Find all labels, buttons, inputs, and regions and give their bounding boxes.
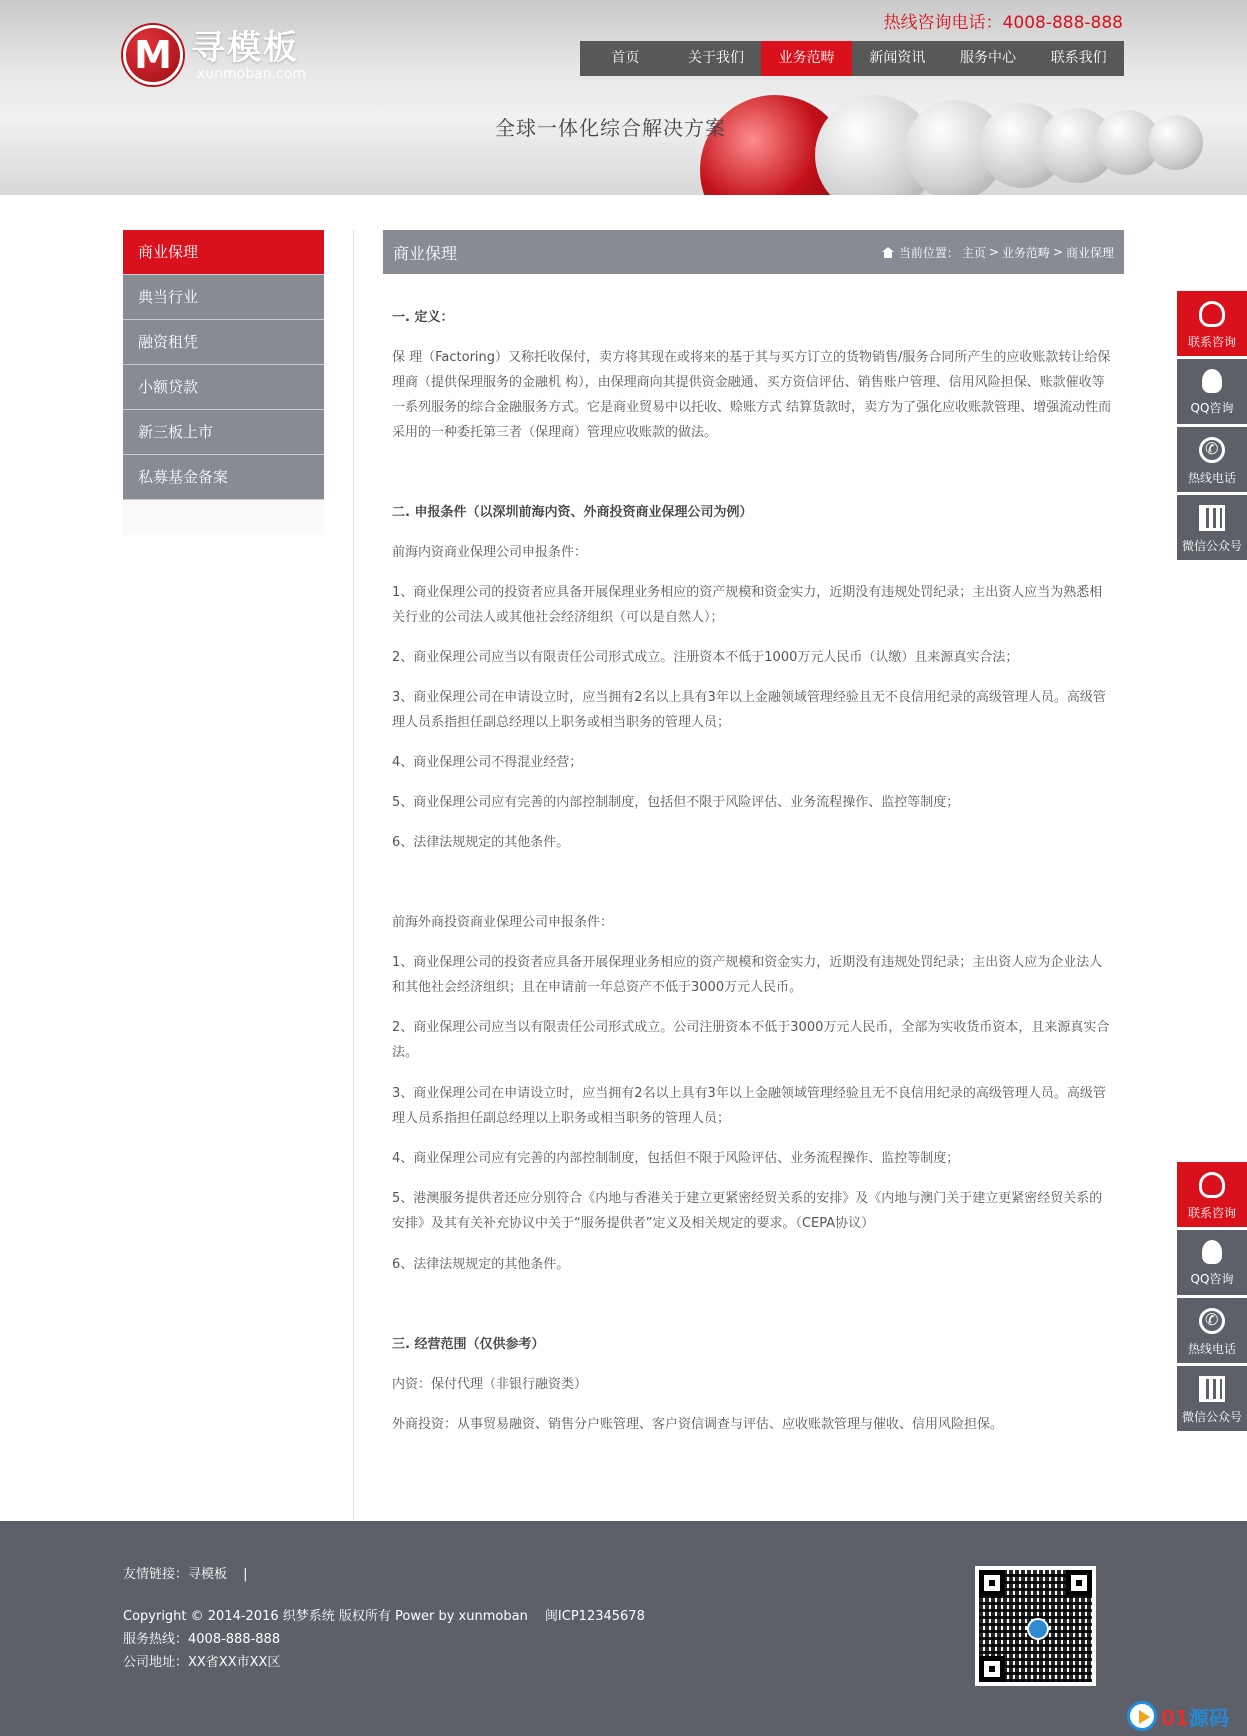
- breadcrumb-sep: >: [1052, 245, 1063, 259]
- home-icon: [882, 247, 894, 258]
- friend-link[interactable]: 友情链接：寻模板: [123, 1567, 228, 1582]
- article-paragraph: 1、商业保理公司的投资者应具备开展保理业务相应的资产规模和资金实力，近期没有违规处罚纪录；主出资人应当为熟悉相关行业的公司法人或其他社会经济组织（可以是自然人）；: [392, 585, 1103, 625]
- float-tools-lower: [1177, 1162, 1247, 1434]
- qq-icon: [1202, 369, 1222, 393]
- phone-icon: [1199, 1308, 1225, 1334]
- sidebar-item-factoring[interactable]: 商业保理: [123, 230, 324, 275]
- tool-qq[interactable]: [1177, 1230, 1247, 1298]
- article-paragraph: 保 理（Factoring）又称托收保付，卖方将其现在或将来的基于其与买方订立的货物销售/服务合同所产生的应收账款转让给保理商（提供保理服务的金融机 构），由保理商向其提供资金融通、买方资信评估、销售账户管理、信用风险担保、账款催收等一系列服务的综合金融服务方式。它是商业贸易中以托收、赊账方式 结算货款时，卖方为了强化应收账款管理、增强流动性而采用的一种委托第三者（保理商）管理应收账款的做法。: [392, 350, 1112, 440]
- nav-item-about[interactable]: 关于我们: [688, 50, 744, 66]
- sidebar-item-neeq[interactable]: 新三板上市: [123, 410, 324, 455]
- main-nav: [580, 41, 1124, 76]
- headset-icon: [1199, 301, 1225, 327]
- section-heading: 三. 经营范围（仅供参考）: [392, 1337, 545, 1352]
- tool-label: 联系咨询: [1187, 1206, 1236, 1220]
- tool-label: 微信公众号: [1181, 539, 1242, 553]
- breadcrumb-current[interactable]: 商业保理: [1065, 245, 1114, 260]
- article-paragraph: 前海外商投资商业保理公司申报条件：: [392, 915, 614, 930]
- qr-finder: [1066, 1570, 1092, 1596]
- article-paragraph: 6、法律法规规定的其他条件。: [392, 1257, 570, 1272]
- breadcrumb-sep: >: [988, 245, 999, 259]
- tool-label: QQ咨询: [1190, 401, 1234, 415]
- logo-mark: M: [123, 25, 183, 85]
- breadcrumb-prefix: 当前位置：: [898, 245, 959, 260]
- tool-label: 热线电话: [1187, 1342, 1236, 1356]
- content-header: [383, 230, 1124, 274]
- friend-link-sep: |: [243, 1567, 248, 1582]
- section-heading: 二. 申报条件（以深圳前海内资、外商投资商业保理公司为例）: [392, 505, 753, 520]
- qr-finder: [979, 1656, 1005, 1682]
- nav-item-business[interactable]: 业务范畴: [761, 41, 852, 76]
- qq-icon: [1202, 1240, 1222, 1264]
- article-paragraph: 4、商业保理公司应有完善的内部控制制度，包括但不限于风险评估、业务流程操作、监控等制度；: [392, 1151, 960, 1166]
- site-logo[interactable]: [123, 25, 306, 85]
- tool-wechat[interactable]: [1177, 495, 1247, 563]
- tool-hotline[interactable]: [1177, 427, 1247, 495]
- nav-item-service[interactable]: 服务中心: [960, 50, 1017, 66]
- article-paragraph: 3、商业保理公司在申请设立时，应当拥有2名以上具有3年以上金融领域管理经验且无不良信用纪录的高级管理人员。高级管理人员系指担任副总经理以上职务或相当职务的管理人员；: [392, 690, 1106, 730]
- article-paragraph: 2、商业保理公司应当以有限责任公司形式成立。注册资本不低于1000万元人民币（认缴）且来源真实合法；: [392, 650, 1019, 665]
- tool-label: QQ咨询: [1190, 1272, 1234, 1286]
- headset-icon: [1199, 1172, 1225, 1198]
- header-hotline: 热线咨询电话：4008-888-888: [883, 13, 1123, 33]
- tool-label: 热线电话: [1187, 471, 1236, 485]
- wechat-qrcode: [975, 1566, 1096, 1686]
- breadcrumb-business[interactable]: 业务范畴: [1001, 245, 1050, 260]
- article-paragraph: 外商投资：从事贸易融资、销售分户账管理、客户资信调查与评估、应收账款管理与催收、信用风险担保。: [392, 1417, 1004, 1432]
- section-heading: 一. 定义：: [392, 310, 454, 325]
- article-paragraph: 前海内资商业保理公司申报条件：: [392, 545, 588, 560]
- play-icon: [1127, 1701, 1157, 1731]
- qr-finder: [979, 1570, 1005, 1596]
- sidebar-item-microloan[interactable]: 小额贷款: [123, 365, 324, 410]
- article-paragraph: 4、商业保理公司不得混业经营；: [392, 755, 583, 770]
- article-paragraph: 内资：保付代理（非银行融资类）: [392, 1377, 588, 1392]
- tool-contact[interactable]: [1177, 1162, 1247, 1230]
- tool-contact[interactable]: [1177, 291, 1247, 359]
- column-divider: [353, 230, 354, 1520]
- banner-ball: [1148, 115, 1203, 170]
- article-paragraph: 2、商业保理公司应当以有限责任公司形式成立。公司注册资本不低于3000万元人民币，全部为实收货币资本，且来源真实合法。: [392, 1020, 1110, 1060]
- sidebar-item-private-fund[interactable]: 私募基金备案: [123, 455, 324, 500]
- logo-title: 寻模板: [191, 28, 299, 68]
- banner-slogan: 全球一体化综合解决方案: [495, 116, 726, 140]
- content-title: 商业保理: [393, 243, 458, 263]
- tool-wechat[interactable]: [1177, 1366, 1247, 1434]
- tool-label: 联系咨询: [1187, 335, 1236, 349]
- float-tools-upper: [1177, 291, 1247, 563]
- article-paragraph: 5、港澳服务提供者还应分别符合《内地与香港关于建立更紧密经贸关系的安排》及《内地与澳门关于建立更紧密经贸关系的安排》及其有关补充协议中关于“服务提供者”定义及相关规定的要求。（CEPA协议）: [392, 1191, 1103, 1231]
- footer-hotline: 服务热线：4008-888-888: [123, 1632, 281, 1647]
- header-banner: [0, 0, 1247, 195]
- breadcrumb-home[interactable]: 主页: [961, 245, 986, 260]
- article-paragraph: 5、商业保理公司应有完善的内部控制制度，包括但不限于风险评估、业务流程操作、监控等制度；: [392, 795, 960, 810]
- nav-item-home[interactable]: 首页: [611, 50, 640, 66]
- sidebar-item-pawn[interactable]: 典当行业: [123, 275, 324, 320]
- sidebar: [123, 230, 324, 535]
- phone-icon: [1199, 437, 1225, 463]
- qrcode-icon: [1199, 1376, 1225, 1402]
- article-paragraph: 6、法律法规规定的其他条件。: [392, 835, 570, 850]
- nav-item-news[interactable]: 新闻资讯: [869, 50, 926, 66]
- tool-hotline[interactable]: [1177, 1298, 1247, 1366]
- tool-label: 微信公众号: [1181, 1410, 1242, 1424]
- breadcrumb: [882, 244, 1114, 261]
- qr-logo: [1027, 1618, 1049, 1640]
- nav-item-contact[interactable]: 联系我们: [1050, 50, 1107, 66]
- article-paragraph: 1、商业保理公司的投资者应具备开展保理业务相应的资产规模和资金实力，近期没有违规处罚纪录；主出资人应为企业法人和其他社会经济组织；且在申请前一年总资产不低于3000万元人民币。: [392, 955, 1103, 995]
- qrcode-icon: [1199, 505, 1225, 531]
- friend-links: [123, 1563, 260, 1582]
- main-content: [383, 230, 1124, 1432]
- footer-address: 公司地址：XX省XX市XX区: [123, 1655, 281, 1670]
- watermark: [1127, 1696, 1247, 1736]
- copyright: Copyright © 2014-2016 织梦系统 版权所有 Power by xunmoban 闽ICP12345678: [123, 1609, 645, 1624]
- sidebar-footer: [123, 500, 324, 535]
- logo-domain: xunmoban.com: [197, 66, 306, 82]
- tool-qq[interactable]: [1177, 359, 1247, 427]
- article-paragraph: 3、商业保理公司在申请设立时，应当拥有2名以上具有3年以上金融领域管理经验且无不良信用纪录的高级管理人员。高级管理人员系指担任副总经理以上职务或相当职务的管理人员；: [392, 1086, 1106, 1126]
- watermark-text: 01源码: [1161, 1705, 1229, 1730]
- site-footer: [0, 1521, 1247, 1736]
- sidebar-item-leasing[interactable]: 融资租凭: [123, 320, 324, 365]
